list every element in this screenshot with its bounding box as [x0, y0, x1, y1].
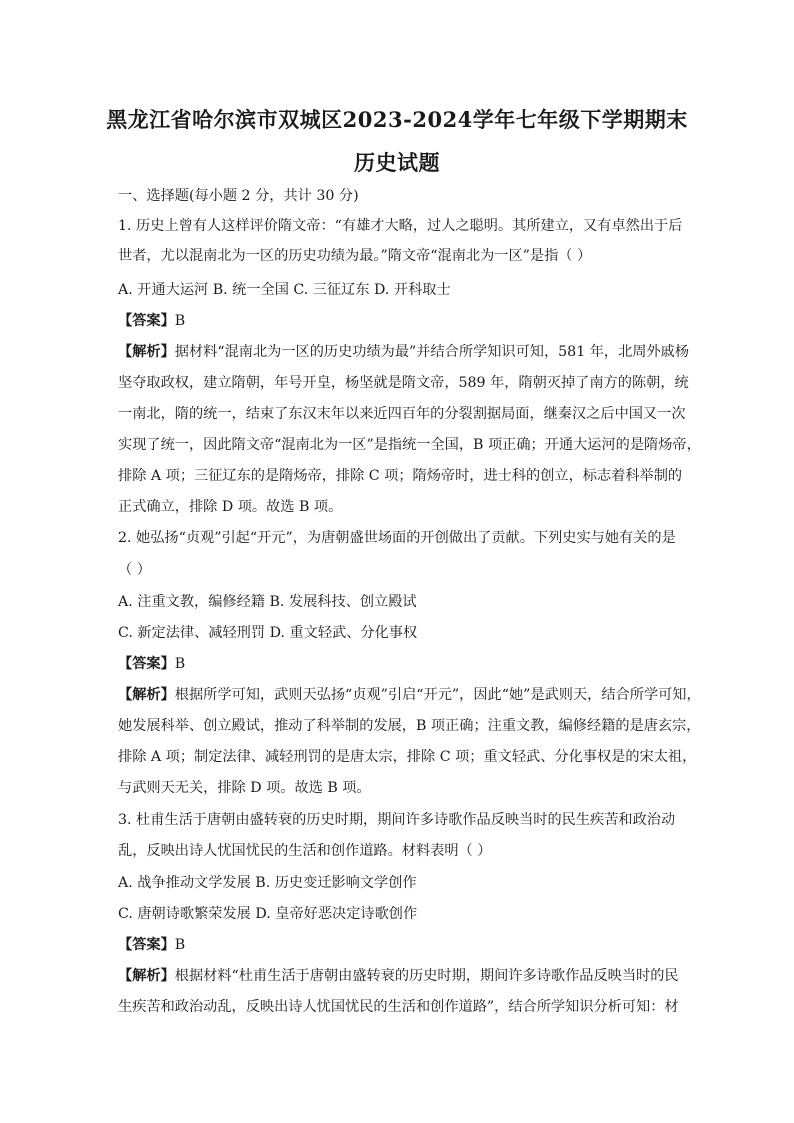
marker-label: 【答案】 [118, 937, 175, 953]
q2-analysis-line-2: 她发展科举、创立殿试，推动了科举制的发展，B 项正确；注重文教，编修经籍的是唐玄宗， [118, 718, 701, 734]
q2-options-line-2: C. 新定法律、减轻刑罚 D. 重文轻武、分化事权 [118, 625, 418, 641]
q2-analysis-line-4: 与武则天无关，排除 D 项。故选 B 项。 [118, 780, 371, 796]
q1-stem-line-1: 1. 历史上曾有人这样评价隋文帝：“有雄才大略，过人之聪明。其所建立，又有卓然出于后 [118, 218, 683, 234]
section-heading: 一、选择题(每小题 2 分，共计 30 分) [118, 188, 359, 204]
q3-analysis-line-1: 【解析】根据材料“杜甫生活于唐朝由盛转衰的历史时期，期间许多诗歌作品反映当时的民 [118, 968, 679, 984]
q3-analysis-line-2: 生疾苦和政治动乱，反映出诗人忧国忧民的生活和创作道路”，结合所学知识分析可知：材 [118, 999, 679, 1015]
marker-label: 【解析】 [118, 344, 175, 360]
q1-analysis-line-5: 排除 A 项；三征辽东的是隋炀帝，排除 C 项；隋炀帝时，进士科的创立，标志着科举制的 [118, 468, 683, 484]
q2-options-line-1: A. 注重文教，编修经籍 B. 发展科技、创立殿试 [118, 594, 417, 610]
q1-analysis-line-3: 一南北，隋的统一，结束了东汉末年以来近四百年的分裂割据局面，继秦汉之后中国又一次 [118, 406, 686, 422]
page-subtitle: 历史试题 [354, 150, 440, 175]
q1-answer: 【答案】B [118, 313, 186, 329]
marker-label: 【答案】 [118, 656, 175, 672]
q1-stem-line-2: 世者，尤以混南北为一区的历史功绩为最。”隋文帝“混南北为一区”是指（ ） [118, 248, 592, 264]
marker-label: 【解析】 [118, 968, 175, 984]
q1-options: A. 开通大运河 B. 统一全国 C. 三征辽东 D. 开科取士 [118, 282, 451, 298]
q3-options-line-2: C. 唐朝诗歌繁荣发展 D. 皇帝好恶决定诗歌创作 [118, 906, 418, 922]
q3-answer: 【答案】B [118, 937, 186, 953]
q1-analysis-line-1: 【解析】据材料“混南北为一区的历史功绩为最”并结合所学知识可知，581 年，北周外戚杨 [118, 344, 690, 360]
q3-options-line-1: A. 战争推动文学发展 B. 历史变迁影响文学创作 [118, 875, 417, 891]
q2-answer: 【答案】B [118, 656, 186, 672]
q2-stem-line-2: （ ） [118, 562, 151, 578]
q2-stem-line-1: 2. 她弘扬“贞观”引起“开元”，为唐朝盛世场面的开创做出了贡献。下列史实与她有关的是 [118, 530, 676, 546]
q1-analysis-line-6: 正式确立，排除 D 项。故选 B 项。 [118, 499, 343, 515]
q1-analysis-line-4: 实现了统一，因此隋文帝“混南北为一区”是指统一全国，B 项正确；开通大运河的是隋炀帝， [118, 437, 701, 453]
marker-label: 【答案】 [118, 313, 175, 329]
q3-stem-line-2: 乱，反映出诗人忧国忧民的生活和创作道路。材料表明（ ） [118, 843, 492, 859]
q1-analysis-line-2: 坚夺取政权，建立隋朝，年号开皇，杨坚就是隋文帝，589 年，隋朝灭掉了南方的陈朝，统 [118, 375, 689, 391]
marker-label: 【解析】 [118, 687, 175, 703]
q3-stem-line-1: 3. 杜甫生活于唐朝由盛转衰的历史时期，期间许多诗歌作品反映当时的民生疾苦和政治动 [118, 812, 676, 828]
q2-analysis-line-3: 排除 A 项；制定法律、减轻刑罚的是唐太宗，排除 C 项；重文轻武、分化事权是的宋太祖， [118, 749, 697, 765]
q2-analysis-line-1: 【解析】根据所学可知，武则天弘扬“贞观”引启“开元”，因此“她”是武则天，结合所学可知， [118, 687, 701, 703]
page-title: 黑龙江省哈尔滨市双城区2023-2024学年七年级下学期期末 [106, 107, 688, 132]
